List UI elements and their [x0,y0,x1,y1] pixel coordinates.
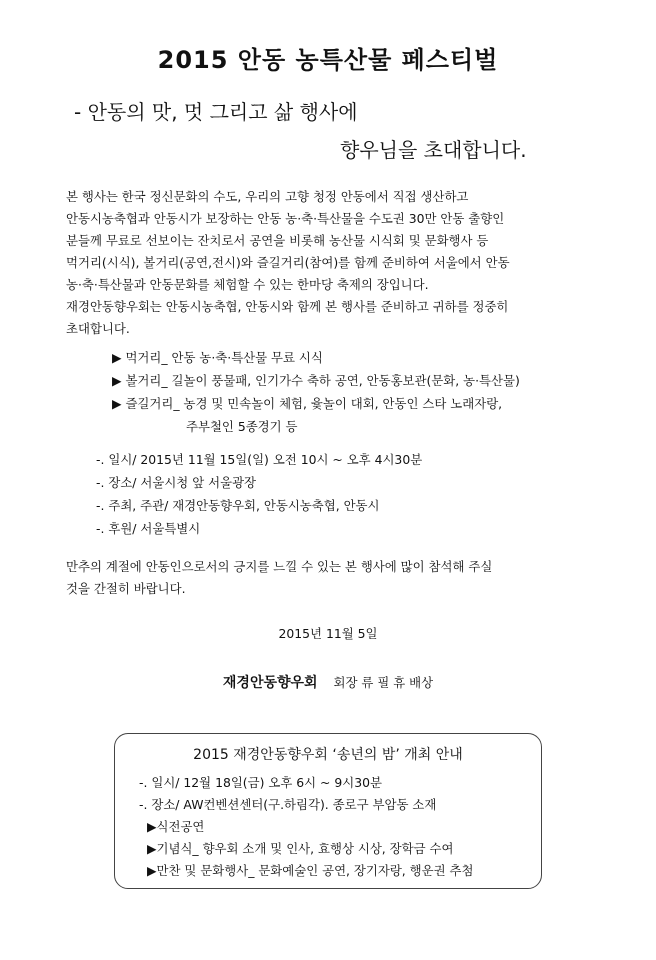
paragraph-line: 분들께 무료로 선보이는 잔치로서 공연을 비롯해 농산물 시식회 및 문화행사 등 [66,233,489,248]
program-item-continuation: 주부철인 5종경기 등 [186,419,298,434]
signature-org: 재경안동향우회 [222,675,318,691]
event-details [96,448,422,540]
paragraph-line: 만추의 계절에 안동인으로서의 긍지를 느낄 수 있는 본 행사에 많이 참석해 주실 [66,559,493,574]
paragraph-line: 재경안동향우회는 안동시농축협, 안동시와 함께 본 행사를 준비하고 귀하를 정중히 [66,299,509,314]
signature-person: 회장 류 필 휴 배상 [333,675,434,690]
notice-item: ▶식전공연 [147,819,205,834]
detail-item: -. 주최, 주관/ 재경안동향우회, 안동시농축협, 안동시 [96,498,380,513]
paragraph-line: 안동시농축협과 안동시가 보장하는 안동 농·축·특산물을 수도권 30만 안동 출향인 [66,211,505,226]
program-list [112,346,520,438]
program-item: ▶ 즐길거리_ 농경 및 민속놀이 체험, 윷놀이 대회, 안동인 스타 노래자랑, [112,396,503,411]
detail-item: -. 후원/ 서울특별시 [96,521,201,536]
notice-box [114,733,542,889]
notice-box-items [139,772,473,882]
invitation-paragraph [66,296,596,340]
document-date: 2015년 11월 5일 [278,626,378,641]
notice-item: ▶기념식_ 향우회 소개 및 인사, 효행상 시상, 장학금 수여 [147,841,454,856]
subtitle-line-2: 향우님을 초대합니다. [340,138,527,162]
subtitle-line-1: - 안동의 맛, 멋 그리고 삶 행사에 [74,100,358,124]
paragraph-line: 먹거리(시식), 볼거리(공연,전시)와 즐길거리(참여)를 함께 준비하여 서울에서 안동 [66,255,510,270]
signature [0,672,656,692]
closing-paragraph [66,556,596,600]
paragraph-line: 것을 간절히 바랍니다. [66,581,186,596]
program-item: ▶ 먹거리_ 안동 농·축·특산물 무료 시식 [112,350,323,365]
notice-box-title: 2015 재경안동향우회 ‘송년의 밤’ 개최 안내 [193,747,463,763]
paragraph-line: 본 행사는 한국 정신문화의 수도, 우리의 고향 청정 안동에서 직접 생산하고 [66,189,469,204]
notice-item: ▶만찬 및 문화행사_ 문화예술인 공연, 장기자랑, 행운권 추첨 [147,863,474,878]
paragraph-line: 농·축·특산물과 안동문화를 체험할 수 있는 한마당 축제의 장입니다. [66,277,429,292]
page-title: 2015 안동 농특산물 페스티벌 [157,46,499,74]
intro-paragraph [66,186,596,296]
program-item: ▶ 볼거리_ 길놀이 풍물패, 인기가수 축하 공연, 안동홍보관(문화, 농·특산물) [112,373,520,388]
paragraph-line: 초대합니다. [66,321,130,336]
notice-item: -. 일시/ 12월 18일(금) 오후 6시 ~ 9시30분 [139,775,382,790]
detail-item: -. 장소/ 서울시청 앞 서울광장 [96,475,257,490]
detail-item: -. 일시/ 2015년 11월 15일(일) 오전 10시 ~ 오후 4시30분 [96,452,423,467]
notice-item: -. 장소/ AW컨벤션센터(구.하림각). 종로구 부암동 소재 [139,797,437,812]
